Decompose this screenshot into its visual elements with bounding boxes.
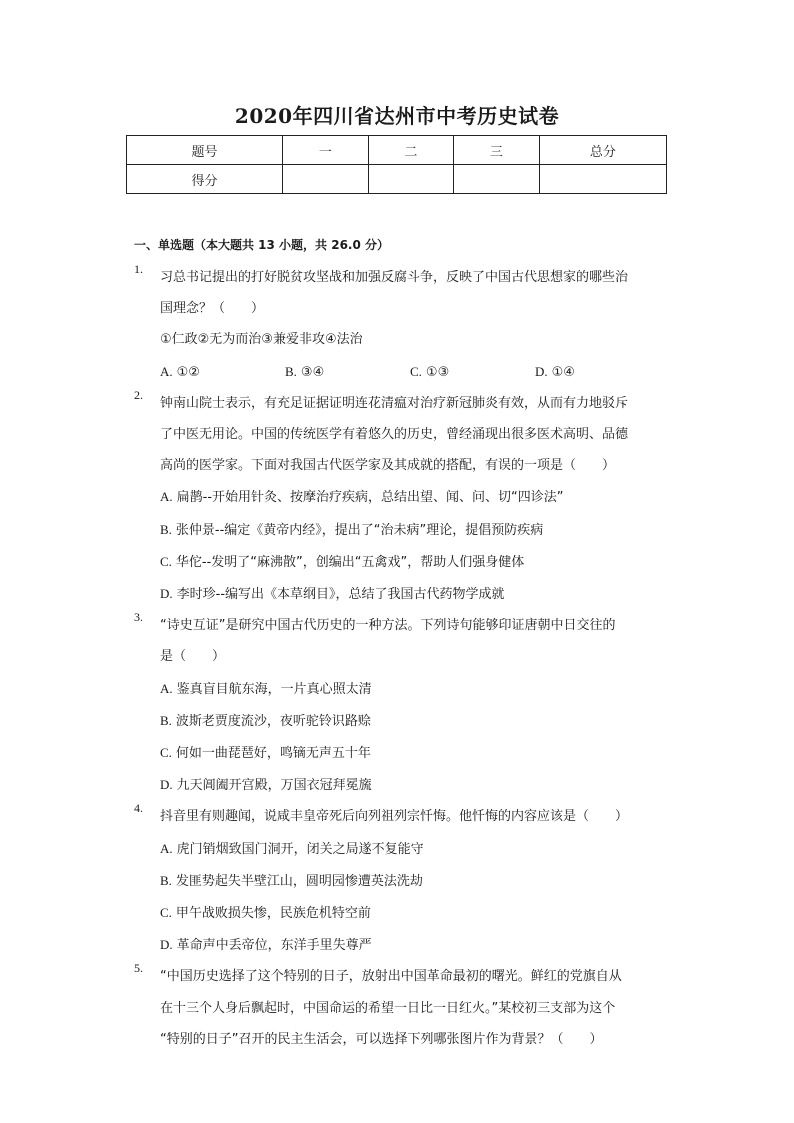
option-letter: B. bbox=[285, 363, 297, 379]
option-letter: C. bbox=[160, 553, 172, 569]
score-cell[interactable] bbox=[368, 165, 454, 194]
score-header-cell: 三 bbox=[454, 136, 540, 165]
option-letter: D. bbox=[160, 777, 173, 793]
score-cell[interactable] bbox=[539, 165, 666, 194]
option-text: 李时珍--编写出《本草纲目》，总结了我国古代药物学成就 bbox=[176, 587, 505, 603]
option-c[interactable] bbox=[410, 356, 535, 388]
option-d[interactable] bbox=[535, 356, 660, 388]
option-letter: A. bbox=[160, 680, 173, 696]
exam-title: 2020年四川省达州市中考历史试卷 bbox=[234, 104, 560, 128]
option-row bbox=[160, 356, 654, 388]
option-a[interactable] bbox=[160, 673, 654, 705]
option-letter: D. bbox=[160, 586, 173, 602]
option-text: 何如一曲琵琶好，鸣镝无声五十年 bbox=[175, 746, 371, 762]
option-d[interactable] bbox=[160, 769, 654, 801]
section-title: 一、单选题（本大题共 13 小题，共 26.0 分） bbox=[134, 238, 390, 252]
option-a[interactable] bbox=[160, 356, 285, 388]
option-c[interactable] bbox=[160, 897, 654, 929]
question-text-line: ①仁政②无为而治③兼爱非攻④法治 bbox=[160, 332, 363, 348]
question-number: 3. bbox=[134, 610, 143, 625]
score-cell[interactable] bbox=[283, 165, 369, 194]
option-d[interactable] bbox=[160, 929, 654, 961]
question-5 bbox=[134, 961, 654, 1055]
option-text: 扁鹊--开始用针灸、按摩治疗疾病，总结出望、闻、问、切“四诊法” bbox=[176, 490, 564, 506]
score-header-cell: 题号 bbox=[127, 136, 283, 165]
option-text: 张仲景--编定《黄帝内经》，提出了“治未病”理论，提倡预防疾病 bbox=[175, 522, 544, 538]
option-c[interactable] bbox=[160, 546, 654, 578]
score-cell[interactable] bbox=[454, 165, 540, 194]
question-text-line: 是（ ） bbox=[160, 649, 226, 665]
question-text-line: 在十三个人身后飘起时，中国命运的希望一日比一日红火。”某校初三支部为这个 bbox=[160, 1000, 616, 1016]
question-text-line: 高尚的医学家。下面对我国古代医学家及其成就的搭配，有误的一项是（ ） bbox=[160, 458, 616, 474]
score-table bbox=[126, 135, 667, 194]
question-text-line: “特别的日子”召开的民主生活会，可以选择下列哪张图片作为背景？（ ） bbox=[160, 1031, 603, 1047]
option-letter: C. bbox=[410, 363, 422, 379]
option-letter: C. bbox=[160, 905, 172, 921]
question-number: 4. bbox=[134, 801, 143, 816]
question-list bbox=[134, 262, 654, 1055]
option-a[interactable] bbox=[160, 833, 654, 865]
question-text-line: 钟南山院士表示，有充足证据证明连花清瘟对治疗新冠肺炎有效，从而有力地驳斥 bbox=[160, 395, 629, 411]
option-letter: D. bbox=[160, 937, 173, 953]
score-header-cell: 总分 bbox=[539, 136, 666, 165]
question-text-line: 抖音里有则趣闻，说咸丰皇帝死后向列祖列宗忏悔。他忏悔的内容应该是（ ） bbox=[160, 809, 629, 825]
question-3 bbox=[134, 610, 654, 801]
option-letter: B. bbox=[160, 872, 172, 888]
option-text: 甲午战败损失惨，民族危机特空前 bbox=[175, 906, 371, 922]
option-text: 波斯老贾度流沙，夜听驼铃识路赊 bbox=[175, 713, 371, 729]
option-d[interactable] bbox=[160, 578, 654, 610]
option-letter: B. bbox=[160, 521, 172, 537]
question-text-line: “诗史互证”是研究中国古代历史的一种方法。下列诗句能够印证唐朝中日交往的 bbox=[160, 618, 616, 634]
option-text: 华佗--发明了“麻沸散”，创编出“五禽戏”，帮助人们强身健体 bbox=[175, 554, 525, 570]
option-b[interactable] bbox=[285, 356, 410, 388]
option-text: 革命声中丢帝位，东洋手里失尊严 bbox=[176, 938, 372, 954]
question-4 bbox=[134, 801, 654, 961]
option-letter: A. bbox=[160, 489, 173, 505]
option-text: 发匪势起失半壁江山，圆明园惨遭英法洗劫 bbox=[175, 873, 423, 889]
question-text-line: 习总书记提出的打好脱贫攻坚战和加强反腐斗争，反映了中国古代思想家的哪些治 bbox=[160, 270, 629, 285]
option-letter: D. bbox=[535, 363, 548, 379]
option-text: 虎门销烟致国门洞开，闭关之局遂不复能守 bbox=[176, 841, 424, 857]
option-text: 鉴真盲目航东海，一片真心照太清 bbox=[176, 681, 372, 697]
option-a[interactable] bbox=[160, 481, 654, 513]
option-text: ①② bbox=[176, 364, 200, 380]
question-number: 1. bbox=[134, 262, 143, 276]
score-header-cell: 一 bbox=[283, 136, 369, 165]
question-2 bbox=[134, 388, 654, 610]
option-text: ①④ bbox=[551, 364, 575, 380]
option-c[interactable] bbox=[160, 737, 654, 769]
option-letter: B. bbox=[160, 712, 172, 728]
option-letter: A. bbox=[160, 363, 173, 379]
option-b[interactable] bbox=[160, 865, 654, 897]
question-text-line: “中国历史选择了这个特别的日子，放射出中国革命最初的曙光。鲜红的党旗自从 bbox=[160, 969, 622, 985]
option-letter: A. bbox=[160, 840, 173, 856]
question-text-line: 了中医无用论。中国的传统医学有着悠久的历史，曾经涌现出很多医术高明、品德 bbox=[160, 427, 629, 443]
score-header-cell: 二 bbox=[368, 136, 454, 165]
question-number: 5. bbox=[134, 961, 143, 976]
option-text: ①③ bbox=[425, 364, 450, 380]
score-row-label: 得分 bbox=[127, 165, 283, 194]
score-table-header-row bbox=[127, 136, 667, 165]
question-text-line: 国理念？（ ） bbox=[160, 301, 265, 317]
score-table-score-row bbox=[127, 165, 667, 194]
option-text: 九天阊阖开宫殿，万国衣冠拜冕旒 bbox=[176, 778, 372, 794]
question-1 bbox=[134, 262, 654, 388]
option-b[interactable] bbox=[160, 705, 654, 737]
option-text: ③④ bbox=[300, 364, 325, 380]
option-b[interactable] bbox=[160, 514, 654, 546]
option-letter: C. bbox=[160, 745, 172, 761]
question-number: 2. bbox=[134, 387, 143, 402]
